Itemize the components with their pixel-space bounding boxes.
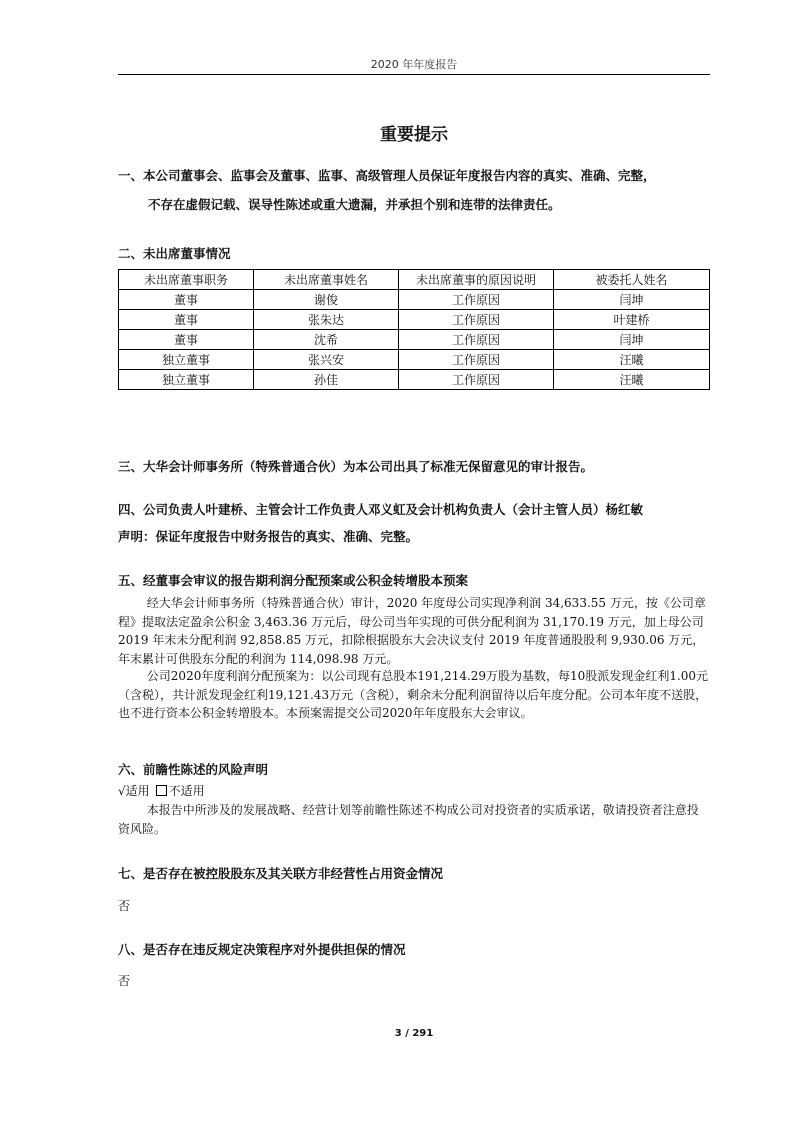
table-cell: 汪曦: [554, 370, 710, 390]
table-header-cell: 被委托人姓名: [554, 270, 710, 290]
section-5-heading: 五、经董事会审议的报告期利润分配预案或公积金转增股本预案: [118, 573, 469, 588]
section-1-line-1: 一、本公司董事会、监事会及董事、监事、高级管理人员保证年度报告内容的真实、准确、完整，: [118, 168, 656, 183]
section-2-heading: 二、未出席董事情况: [118, 246, 231, 261]
section-4-line-2: 声明：保证年度报告中财务报告的真实、准确、完整。: [118, 529, 419, 544]
table-cell: 工作原因: [399, 330, 554, 350]
table-cell: 工作原因: [399, 370, 554, 390]
table-cell: 董事: [119, 290, 254, 310]
section-8-heading: 八、是否存在违反规定决策程序对外提供担保的情况: [118, 942, 406, 957]
table-cell: 工作原因: [399, 290, 554, 310]
table-cell: 沈希: [254, 330, 399, 350]
not-applicable-box-icon: [156, 785, 167, 796]
table-row: [119, 290, 710, 310]
section-6-heading: 六、前瞻性陈述的风险声明: [118, 762, 269, 777]
table-cell: 叶建桥: [554, 310, 710, 330]
table-row: [119, 350, 710, 370]
table-cell: 张朱达: [254, 310, 399, 330]
table-header-cell: 未出席董事姓名: [254, 270, 399, 290]
table-cell: 董事: [119, 310, 254, 330]
table-cell: 张兴安: [254, 350, 399, 370]
applicable-checked: √适用: [118, 784, 150, 798]
table-cell: 闫坤: [554, 330, 710, 350]
header-divider: [118, 74, 710, 75]
table-row: [119, 370, 710, 390]
section-6-paragraph: 本报告中所涉及的发展战略、经营计划等前瞻性陈述不构成公司对投资者的实质承诺，敬请投资者注意投资风险。: [118, 803, 699, 836]
table-header-cell: 未出席董事的原因说明: [399, 270, 554, 290]
table-cell: 闫坤: [554, 290, 710, 310]
table-cell: 独立董事: [119, 350, 254, 370]
absent-directors-table: [118, 269, 710, 390]
section-1-line-2: 不存在虚假记载、误导性陈述或重大遗漏，并承担个别和连带的法律责任。: [148, 197, 561, 212]
table-cell: 谢俊: [254, 290, 399, 310]
table-header-row: [119, 270, 710, 290]
table-cell: 工作原因: [399, 350, 554, 370]
table-cell: 孙佳: [254, 370, 399, 390]
applicability-checkboxes: [118, 782, 205, 799]
table-cell: 董事: [119, 330, 254, 350]
table-row: [119, 310, 710, 330]
table-cell: 独立董事: [119, 370, 254, 390]
section-3-text: 三、大华会计师事务所（特殊普通合伙）为本公司出具了标准无保留意见的审计报告。: [118, 459, 594, 474]
table-header-cell: 未出席董事职务: [119, 270, 254, 290]
section-5-paragraph-1: 经大华会计师事务所（特殊普通合伙）审计，2020 年度母公司实现净利润 34,633.55 万元，按《公司章程》提取法定盈余公积金 3,463.36 万元后，母公司当年实现的可供分配利润为 31,170.19 万元，加上母公司 2019 年末未分配利润 92,858.85 万元，扣除根据股东大会决议支付 2019 年度普通股股利 9,930.06 万元，年末累计可供股东分配的利润为 114,098.98 万元。: [118, 596, 706, 666]
section-8-answer: 否: [118, 974, 131, 988]
section-5-paragraph-2: 公司2020年度利润分配预案为：以公司现有总股本191,214.29万股为基数，每10股派发现金红利1.00元（含税），共计派发现金红利19,121.43万元（含税），剩余未分配利润留待以后年度分配。公司本年度不送股，也不进行资本公积金转增股本。本预案需提交公司2020年年度股东大会审议。: [118, 669, 709, 720]
table-cell: 汪曦: [554, 350, 710, 370]
section-4-line-1: 四、公司负责人叶建桥、主管会计工作负责人邓义虹及会计机构负责人（会计主管人员）杨红敏: [118, 502, 644, 517]
page-header: 2020 年年度报告: [370, 58, 458, 71]
table-cell: 工作原因: [399, 310, 554, 330]
section-7-answer: 否: [118, 899, 131, 913]
not-applicable-label: 不适用: [168, 784, 205, 798]
table-row: [119, 330, 710, 350]
page-number: 3 / 291: [394, 1028, 434, 1039]
section-7-heading: 七、是否存在被控股股东及其关联方非经营性占用资金情况: [118, 866, 444, 881]
page-title: 重要提示: [380, 125, 448, 145]
